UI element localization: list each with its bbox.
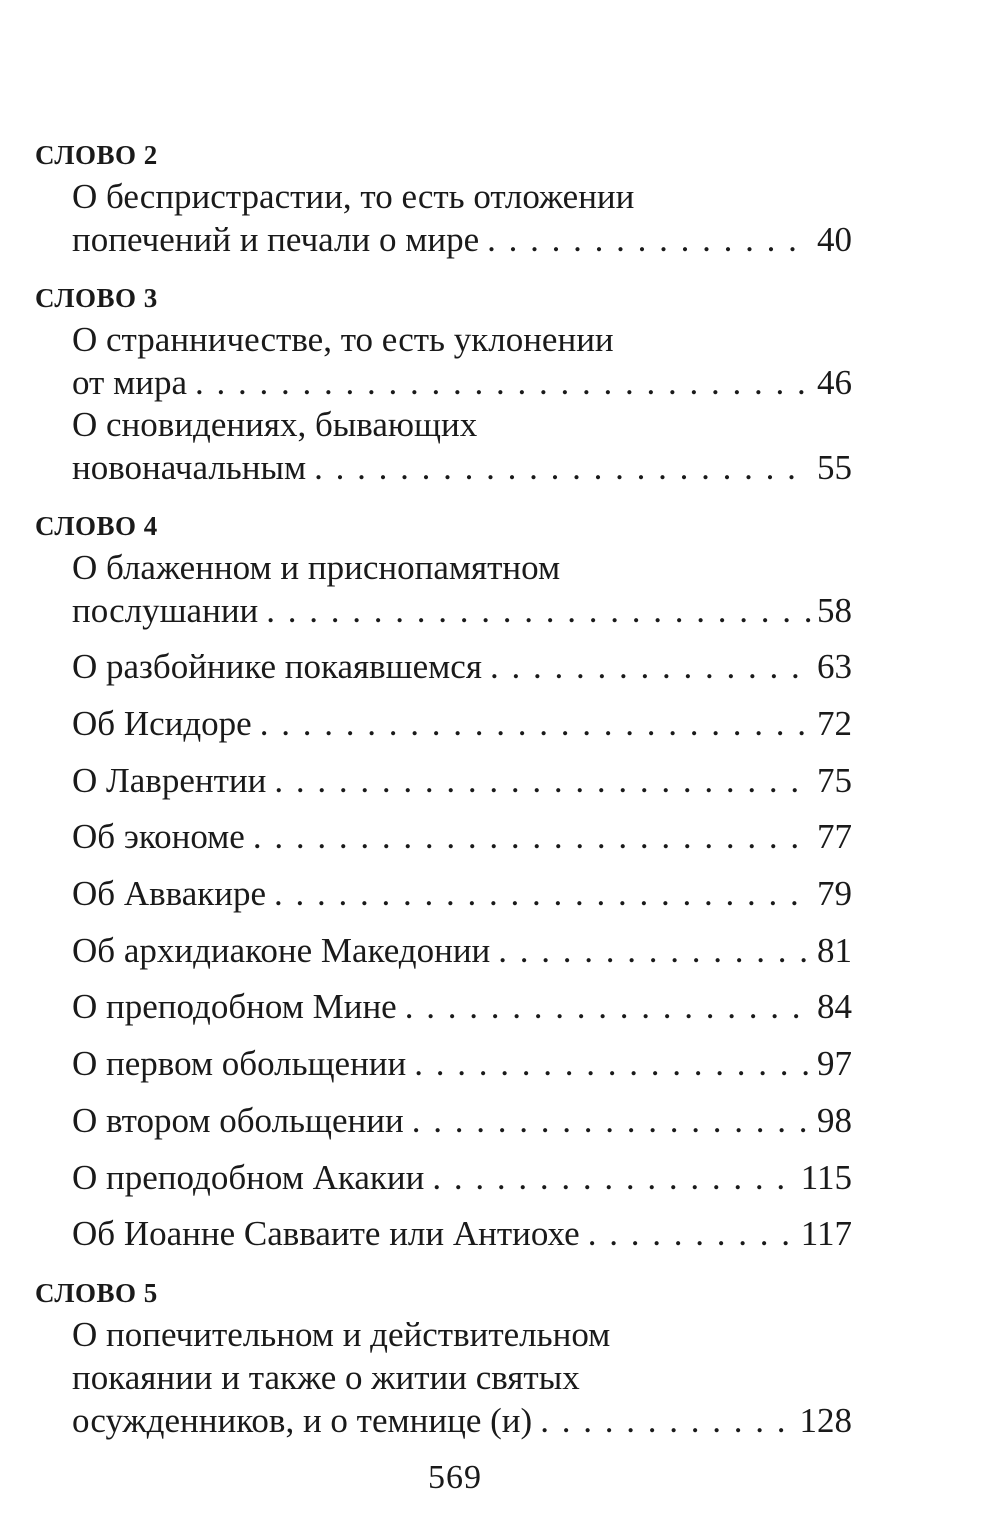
toc-entry-title: О первом обольщении bbox=[72, 1044, 407, 1083]
toc-entry-title: Об Иоанне Савваите или Антиохе bbox=[72, 1214, 580, 1253]
toc-page-number: 97 bbox=[817, 1044, 852, 1083]
toc-entry-line: О попечительном и действительном bbox=[72, 1315, 611, 1354]
page-number: 569 bbox=[428, 1459, 482, 1496]
toc-entry-title: Об архидиаконе Македонии bbox=[72, 931, 491, 970]
dot-leader bbox=[405, 986, 811, 1028]
toc-entry bbox=[72, 760, 852, 802]
toc-entry-title: О преподобном Акакии bbox=[72, 1158, 425, 1197]
toc-page-number: 77 bbox=[817, 817, 852, 856]
toc-page-number: 40 bbox=[817, 220, 852, 259]
dot-leader bbox=[266, 590, 811, 632]
toc-entry-title: Об Аввакире bbox=[72, 874, 267, 913]
toc-entry bbox=[72, 447, 852, 489]
toc-page-number: 79 bbox=[817, 874, 852, 913]
toc-entry bbox=[72, 362, 852, 404]
dot-leader bbox=[260, 703, 811, 745]
toc-entry-title: осужденников, и о темнице (и) bbox=[72, 1401, 533, 1440]
toc-entry bbox=[72, 590, 852, 632]
dot-leader bbox=[195, 362, 811, 404]
dot-leader bbox=[498, 930, 811, 972]
toc-entry bbox=[72, 646, 852, 688]
section-heading: СЛОВО 5 bbox=[35, 1278, 158, 1308]
toc-entry-line: О блаженном и приснопамятном bbox=[72, 548, 561, 587]
toc-entry-title: послушании bbox=[72, 591, 259, 630]
toc-entry-title: О разбойнике покаявшемся bbox=[72, 647, 482, 686]
toc-entry bbox=[72, 219, 852, 261]
dot-leader bbox=[490, 646, 811, 688]
dot-leader bbox=[540, 1400, 793, 1442]
dot-leader bbox=[274, 760, 811, 802]
toc-entry bbox=[72, 1213, 852, 1255]
section-heading: СЛОВО 4 bbox=[35, 511, 158, 541]
toc-page-number: 84 bbox=[817, 987, 852, 1026]
toc-entry bbox=[72, 873, 852, 915]
toc-page-number: 128 bbox=[799, 1401, 852, 1440]
toc-page-number: 58 bbox=[817, 591, 852, 630]
toc-page-number: 115 bbox=[800, 1158, 852, 1197]
toc-entry-title: О втором обольщении bbox=[72, 1101, 404, 1140]
toc-page-number: 63 bbox=[817, 647, 852, 686]
dot-leader bbox=[253, 816, 811, 858]
dot-leader bbox=[432, 1157, 794, 1199]
toc-entry-line: О беспристрастии, то есть отложении bbox=[72, 177, 635, 216]
toc-entry bbox=[72, 1100, 852, 1142]
toc-entry-title: О преподобном Мине bbox=[72, 987, 397, 1026]
toc-entry-title: новоначальным bbox=[72, 448, 307, 487]
section-heading: СЛОВО 3 bbox=[35, 283, 158, 313]
toc-entry bbox=[72, 703, 852, 745]
toc-entry-line: покаянии и также о житии святых bbox=[72, 1358, 580, 1397]
toc-entry-title: Об Исидоре bbox=[72, 704, 252, 743]
toc-entry-line: О странничестве, то есть уклонении bbox=[72, 320, 614, 359]
toc-entry-title: от мира bbox=[72, 363, 187, 402]
toc-entry bbox=[72, 930, 852, 972]
toc-page-number: 72 bbox=[817, 704, 852, 743]
dot-leader bbox=[274, 873, 811, 915]
toc-entry bbox=[72, 1400, 852, 1442]
dot-leader bbox=[588, 1213, 795, 1255]
toc-entry bbox=[72, 1157, 852, 1199]
toc-entry-title: О Лаврентии bbox=[72, 761, 267, 800]
toc-entry-title: Об экономе bbox=[72, 817, 245, 856]
toc-page-number: 117 bbox=[800, 1214, 852, 1253]
toc-page-number: 98 bbox=[817, 1101, 852, 1140]
toc-entry bbox=[72, 1043, 852, 1085]
toc-entry-title: попечений и печали о мире bbox=[72, 220, 480, 259]
dot-leader bbox=[414, 1043, 811, 1085]
toc-entry bbox=[72, 816, 852, 858]
section-heading: СЛОВО 2 bbox=[35, 140, 158, 170]
dot-leader bbox=[487, 219, 811, 261]
toc-entry bbox=[72, 986, 852, 1028]
toc-entry-line: О сновидениях, бывающих bbox=[72, 405, 478, 444]
toc-page-number: 55 bbox=[817, 448, 852, 487]
toc-page-number: 75 bbox=[817, 761, 852, 800]
toc-page-number: 81 bbox=[817, 931, 852, 970]
dot-leader bbox=[412, 1100, 811, 1142]
dot-leader bbox=[314, 447, 811, 489]
toc-page-number: 46 bbox=[817, 363, 852, 402]
